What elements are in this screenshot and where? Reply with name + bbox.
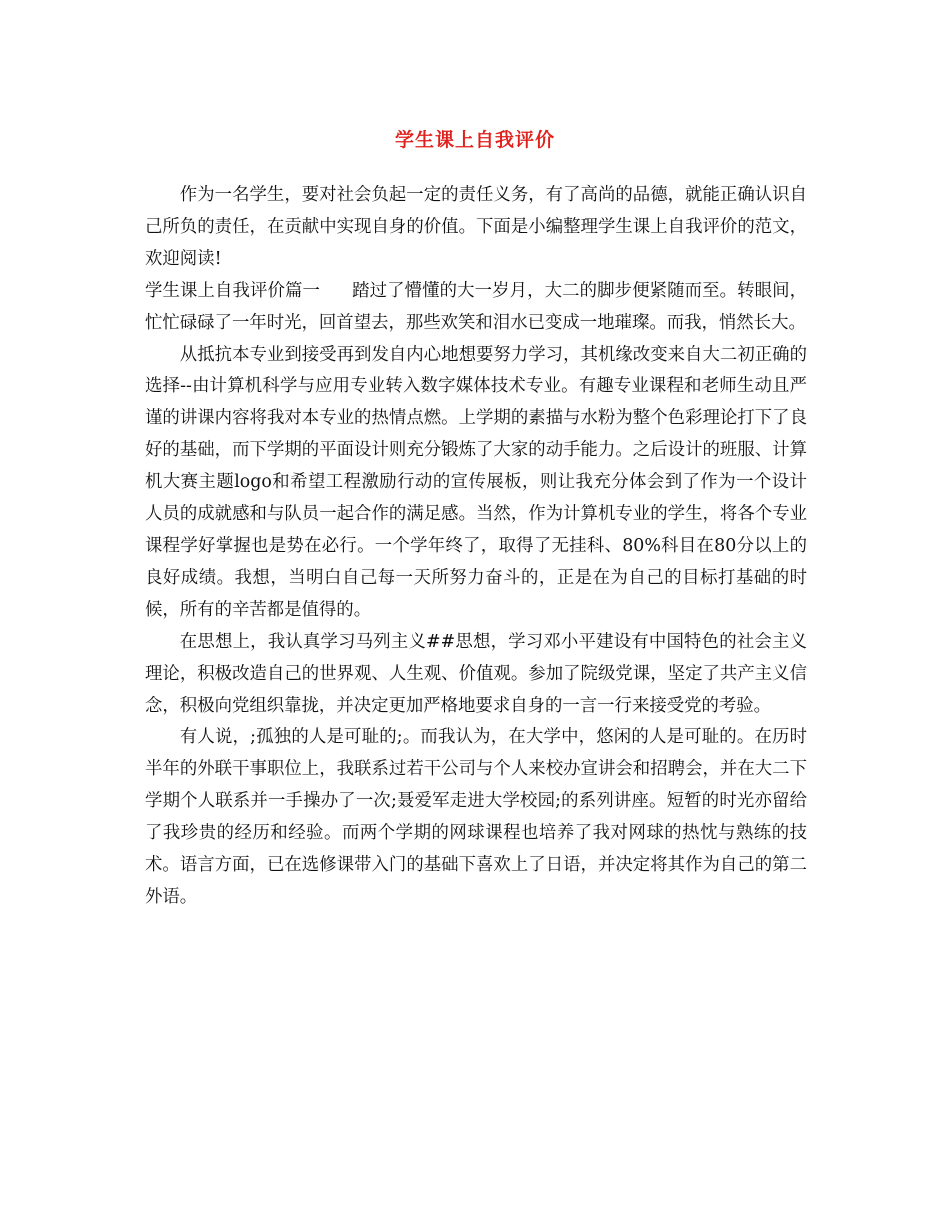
body-paragraph-study: 从抵抗本专业到接受再到发自内心地想要努力学习，其机缘改变来自大二初正确的选择--由计算机科学与应用专业转入数字媒体技术专业。有趣专业课程和老师生动且严谨的讲课内容将我对本专业的热情点燃。上学期的素描与水粉为整个色彩理论打下了良好的基础，而下学期的平面设计则充分锻炼了大家的动手能力。之后设计的班服、计算机大赛主题logo和希望工程激励行动的宣传展板，则让我充分体会到了作为一个设计人员的成就感和与队员一起合作的满足感。当然，作为计算机专业的学生，将各个专业课程学好掌握也是势在必行。一个学年终了，取得了无挂科、80%科目在80分以上的良好成绩。我想，当明白自己每一天所努力奋斗的，正是在为自己的目标打基础的时候，所有的辛苦都是值得的。 — [145, 344, 807, 620]
body-paragraph-activities: 有人说，;孤独的人是可耻的;。而我认为，在大学中，悠闲的人是可耻的。在历时半年的外联干事职位上，我联系过若干公司与个人来校办宣讲会和招聘会，并在大二下学期个人联系并一手操办了一次;聂爱军走进大学校园;的系列讲座。短暂的时光亦留给了我珍贵的经历和经验。而两个学期的网球课程也培养了我对网球的热忱与熟练的技术。语言方面，已在选修课带入门的基础下喜欢上了日语，并决定将其作为自己的第二外语。 — [145, 727, 807, 907]
section-heading: 学生课上自我评价篇一 — [145, 280, 320, 301]
document-title: 学生课上自我评价 — [394, 129, 555, 151]
section-paragraph — [145, 276, 807, 340]
document-body — [145, 180, 807, 914]
intro-paragraph: 作为一名学生，要对社会负起一定的责任义务，有了高尚的品德，就能正确认识自己所负的责任，在贡献中实现自身的价值。下面是小编整理学生课上自我评价的范文，欢迎阅读! — [145, 185, 807, 269]
section-first-paragraph: 踏过了懵懂的大一岁月，大二的脚步便紧随而至。转眼间，忙忙碌碌了一年时光，回首望去，那些欢笑和泪水已变成一地璀璨。而我，悄然长大。 — [145, 280, 807, 333]
body-paragraph-ideology: 在思想上，我认真学习马列主义##思想，学习邓小平建设有中国特色的社会主义理论，积极改造自己的世界观、人生观、价值观。参加了院级党课，坚定了共产主义信念，积极向党组织靠拢，并决定更加严格地要求自身的一言一行来接受党的考验。 — [145, 631, 807, 716]
